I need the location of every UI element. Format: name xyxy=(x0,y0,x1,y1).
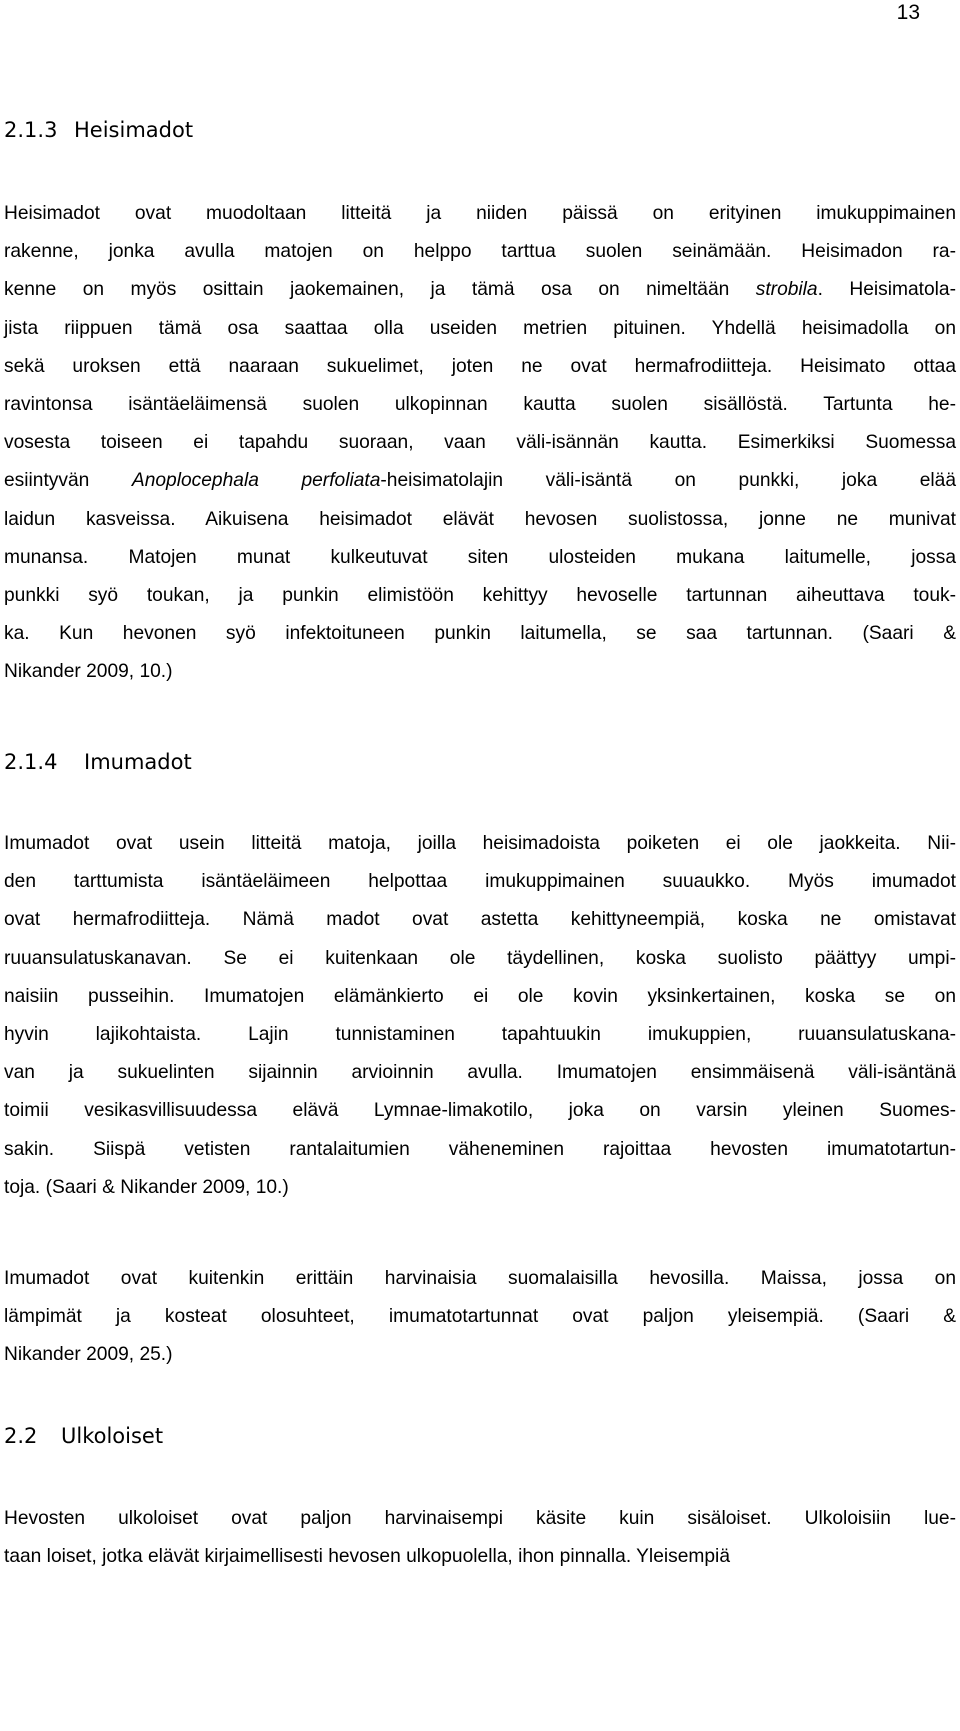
text-segment: lämpimät ja kosteat olosuhteet, imumatotartunnat ovat paljon yleisempiä. (Saari & xyxy=(4,1306,956,1328)
text-line xyxy=(4,1016,956,1054)
text-segment: munansa. Matojen munat kulkeutuvat siten ulosteiden mukana laitumelle, jossa xyxy=(4,546,956,568)
text-segment: taan loiset, jotka elävät kirjaimellisesti hevosen ulkopuolella, ihon pinnalla. Yleisempiä xyxy=(4,1546,730,1568)
text-line xyxy=(4,1092,956,1130)
text-segment: toja. (Saari & Nikander 2009, 10.) xyxy=(4,1176,289,1198)
text-line xyxy=(4,233,956,271)
text-line xyxy=(4,863,956,901)
text-line xyxy=(4,653,956,691)
text-line xyxy=(4,271,956,309)
text-line xyxy=(4,310,956,348)
paragraph-ulkoloiset xyxy=(4,1500,956,1576)
text-line xyxy=(4,462,956,500)
text-segment: Hevosten ulkoloiset ovat paljon harvinaisempi käsite kuin sisäloiset. Ulkoloisiin lue- xyxy=(4,1508,956,1529)
text-line xyxy=(4,195,956,233)
text-segment: Heisimadot ovat muodoltaan litteitä ja niiden päissä on erityinen imukuppimainen xyxy=(4,203,956,224)
section-heading-ulkoloiset xyxy=(4,1422,163,1450)
text-segment: esiintyvän xyxy=(4,470,132,492)
text-line xyxy=(4,348,956,386)
text-segment: jista riippuen tämä osa saattaa olla useiden metrien pituinen. Yhdellä heisimadolla on xyxy=(4,317,956,339)
text-line xyxy=(4,1260,956,1298)
text-segment: sakin. Siispä vetisten rantalaitumien väheneminen rajoittaa hevosten imumatotartun- xyxy=(4,1138,956,1160)
text-line xyxy=(4,1500,956,1538)
text-segment: Nikander 2009, 10.) xyxy=(4,661,173,683)
text-segment: laidun kasveissa. Aikuisena heisimadot elävät hevosen suolistossa, jonne ne munivat xyxy=(4,508,956,530)
text-line xyxy=(4,577,956,615)
text-segment: sekä uroksen että naaraan sukuelimet, joten ne ovat hermafrodiitteja. Heisimato ottaa xyxy=(4,355,956,377)
paragraph-heisimadot xyxy=(4,195,956,691)
italic-term: strobila xyxy=(755,279,818,301)
text-line xyxy=(4,901,956,939)
text-segment: ka. Kun hevonen syö infektoituneen punkin laitumella, se saa tartunnan. (Saari & xyxy=(4,623,956,645)
text-segment: van ja sukuelinten sijainnin arvioinnin avulla. Imumatojen ensimmäisenä väli-isäntänä xyxy=(4,1062,956,1084)
text-segment: ravintonsa isäntäeläimensä suolen ulkopinnan kautta suolen sisällöstä. Tartunta he- xyxy=(4,393,956,415)
italic-term: Anoplocephala perfoliata xyxy=(131,470,381,492)
text-segment: Nikander 2009, 25.) xyxy=(4,1344,173,1366)
section-number: 2.1.3 xyxy=(4,118,58,142)
text-segment: hyvin lajikohtaista. Lajin tunnistaminen tapahtuukin imukuppien, ruuansulatuskana- xyxy=(4,1023,956,1045)
section-number: 2.1.4 xyxy=(4,750,58,774)
text-line xyxy=(4,539,956,577)
text-segment: -heisimatolajin väli-isäntä on punkki, joka elää xyxy=(380,470,956,492)
text-line xyxy=(4,1169,956,1207)
page-number: 13 xyxy=(896,1,920,24)
text-line xyxy=(4,940,956,978)
section-number: 2.2 xyxy=(4,1424,38,1448)
text-segment: naisiin pusseihin. Imumatojen elämänkierto ei ole kovin yksinkertainen, koska se on xyxy=(4,985,956,1007)
section-title: Ulkoloiset xyxy=(61,1424,164,1448)
text-segment: rakenne, jonka avulla matojen on helppo tarttua suolen seinämään. Heisimadon ra- xyxy=(4,241,956,263)
text-segment: . Heisimatola- xyxy=(817,279,956,301)
text-segment: Imumadot ovat kuitenkin erittäin harvinaisia suomalaisilla hevosilla. Maissa, jossa on xyxy=(4,1268,956,1289)
paragraph-imumadot-2 xyxy=(4,1260,956,1375)
text-line xyxy=(4,1298,956,1336)
text-segment: toimii vesikasvillisuudessa elävä Lymnae-limakotilo, joka on varsin yleinen Suomes- xyxy=(4,1100,956,1122)
text-segment: vosesta toiseen ei tapahdu suoraan, vaan väli-isännän kautta. Esimerkiksi Suomessa xyxy=(4,432,956,454)
text-segment: punkki syö toukan, ja punkin elimistöön kehittyy hevoselle tartunnan aiheuttava touk- xyxy=(4,584,956,606)
section-heading-heisimadot xyxy=(4,116,193,144)
text-line xyxy=(4,1538,956,1576)
section-title: Heisimadot xyxy=(74,118,194,142)
text-segment: ruuansulatuskanavan. Se ei kuitenkaan ole täydellinen, koska suolisto päättyy umpi- xyxy=(4,947,956,969)
text-line xyxy=(4,825,956,863)
text-line xyxy=(4,1336,956,1374)
text-segment: Imumadot ovat usein litteitä matoja, joilla heisimadoista poiketen ei ole jaokkeita. Nii- xyxy=(4,833,956,854)
text-segment: den tarttumista isäntäeläimeen helpottaa imukuppimainen suuaukko. Myös imumadot xyxy=(4,871,956,893)
text-segment: ovat hermafrodiitteja. Nämä madot ovat astetta kehittyneempiä, koska ne omistavat xyxy=(4,909,956,931)
text-line xyxy=(4,501,956,539)
section-title: Imumadot xyxy=(84,750,192,774)
text-line xyxy=(4,424,956,462)
text-line xyxy=(4,1131,956,1169)
section-heading-imumadot xyxy=(4,748,192,776)
text-line xyxy=(4,1054,956,1092)
text-line xyxy=(4,615,956,653)
text-segment: kenne on myös osittain jaokemainen, ja tämä osa on nimeltään xyxy=(4,279,756,301)
paragraph-imumadot-1 xyxy=(4,825,956,1207)
text-line xyxy=(4,978,956,1016)
text-line xyxy=(4,386,956,424)
